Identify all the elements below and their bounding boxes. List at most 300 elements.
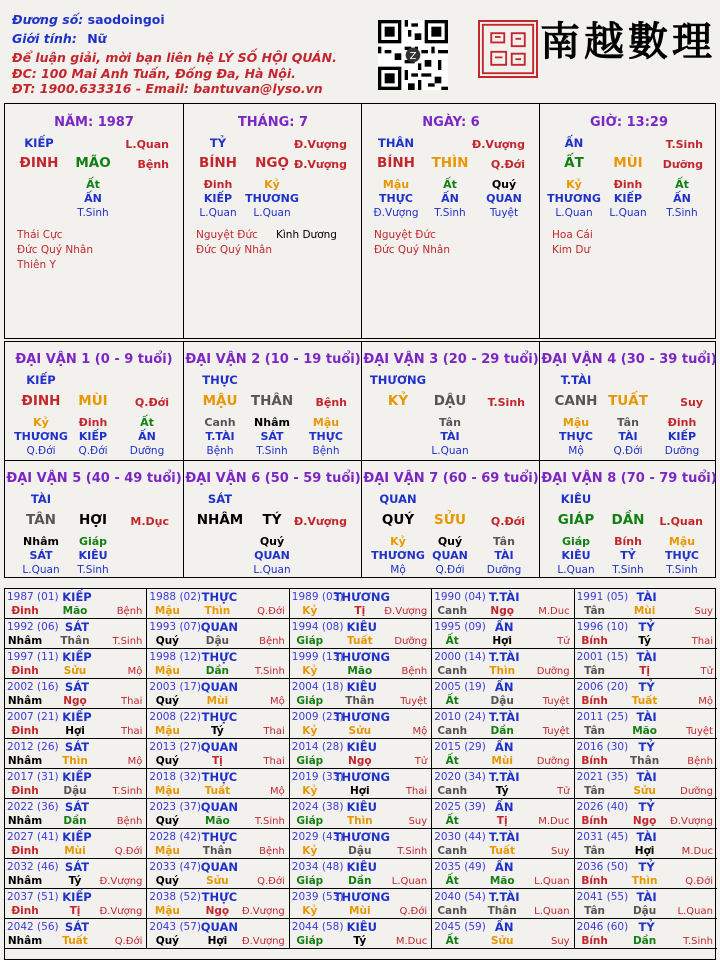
annual-god: KIẾP [62,650,92,664]
annual-year: 2020 (34) [434,771,486,783]
annual-year: 2026 (40) [576,801,629,813]
annual-branch: Mão [632,725,657,737]
annual-state: L.Quan [534,876,570,887]
annual-cell [290,769,432,799]
annual-year: 2029 (43) [291,831,344,843]
luck-branch: TÝ [262,512,282,528]
luck-state: Suy [680,396,703,409]
annual-stem: Đinh [11,665,39,677]
annual-cell [432,859,574,889]
special-star: Đức Quý Nhân [17,244,93,256]
annual-cell [290,649,432,679]
annual-god: T.TÀI [488,590,520,604]
annual-year: 2025 (39) [434,801,486,813]
special-star: Kim Dư [552,244,591,256]
hidden-state: T.Sinh [77,564,109,576]
hidden-god: TÀI [440,430,460,443]
annual-year: 1993 (07) [149,621,202,633]
annual-cell [5,709,147,739]
annual-cell [575,919,717,949]
annual-state: Bệnh [116,816,143,827]
luck-pillar-3 [361,342,539,460]
annual-stem: Giáp [296,935,324,947]
annual-state: M.Duc [395,936,428,947]
annual-stem: Quý [155,635,180,647]
hidden-god: KIÊU [561,549,591,562]
hidden-state: L.Quan [609,207,647,219]
phone-email-line: ĐT: 1900.633316 - Email: bantuvan@lyso.vn [12,81,323,96]
annual-god: KIẾP [62,890,92,904]
annual-stem: Quý [155,755,180,767]
annual-state: Dưỡng [680,786,713,797]
annual-year: 1989 (03) [291,591,344,603]
annual-stem: Tân [584,785,606,797]
luck-stem: QUÝ [381,512,415,528]
annual-state: T.Sinh [112,786,143,797]
annual-god: QUAN [200,620,239,634]
hidden-state: Đ.Vượng [373,207,419,219]
annual-branch: Mùi [633,605,656,617]
annual-branch: Hợi [349,785,370,797]
annual-cell [575,679,717,709]
annual-branch: Thìn [204,605,231,617]
luck-row-1 [5,342,715,460]
luck-stem: GIÁP [557,512,595,528]
pillar-god: THÂN [378,136,414,150]
annual-branch: Tị [496,815,508,827]
annual-stem: Mậu [154,665,180,677]
annual-cell [432,889,574,919]
pillar-top-state: Đ.Vượng [293,138,347,151]
annual-cell [5,889,147,919]
annual-year: 1987 (01) [7,591,59,603]
annual-cell [575,859,717,889]
annual-stem: Ất [445,635,459,647]
special-star: Kình Dương [276,229,337,241]
annual-god: THỰC [201,890,238,904]
hidden-state: T.Sinh [77,207,109,219]
annual-stem: Nhâm [7,935,43,947]
annual-branch: Dần [490,725,514,737]
annual-god: QUAN [200,920,239,934]
hidden-stem: Mậu [382,178,410,191]
hidden-god: ẤN [673,192,691,205]
annual-year: 2010 (24) [434,711,486,723]
annual-stem: Mậu [154,845,180,857]
annual-year: 2033 (47) [149,861,202,873]
annual-branch: Thìn [62,755,88,767]
luck-title: ĐẠI VẬN 2 (10 - 19 tuổi) [185,352,361,367]
pillar-stem: ẤT [564,155,584,171]
annual-branch: Tuất [347,635,373,647]
annual-state: M.Duc [538,816,570,827]
annual-cell [290,679,432,709]
annual-branch: Dậu [63,785,87,797]
annual-cell [432,619,574,649]
annual-state: T.Sinh [254,816,285,827]
annual-cell [5,829,147,859]
pillar-top-state: T.Sinh [665,138,703,151]
annual-year: 2031 (45) [576,831,629,843]
hidden-stem: Tân [617,416,639,429]
annual-cell [432,739,574,769]
special-star: Đức Quý Nhân [374,244,450,256]
annual-stem: Bính [581,695,608,707]
annual-stem: Mậu [154,725,180,737]
annual-god: SÁT [64,680,90,694]
annual-stem: Quý [155,815,180,827]
annual-stem: Mậu [154,905,180,917]
annual-year: 2024 (38) [291,801,344,813]
pillar-3 [361,104,539,338]
annual-cell [5,589,147,619]
annual-cell [147,589,289,619]
annual-year: 2040 (54) [434,891,486,903]
annual-state: Dưỡng [536,666,570,677]
annual-god: T.TÀI [488,650,520,664]
annual-cell [432,709,574,739]
luck-stem: KỶ [387,393,409,409]
annual-cell [147,919,289,949]
annual-branch: Mùi [206,695,229,707]
hidden-god: SÁT [29,549,53,562]
hidden-stem: Canh [204,416,236,429]
annual-year: 2039 (53) [291,891,344,903]
annual-state: Suy [408,816,428,827]
annual-stem: Đinh [11,605,39,617]
luck-state: Q.Đới [134,396,169,409]
annual-stem: Ất [445,815,459,827]
annual-stem: Tân [584,725,606,737]
annual-state: Thai [263,726,285,737]
pillar-branch: MÃO [75,155,111,171]
annual-state: L.Quan [677,906,713,917]
annual-branch: Tị [212,755,223,767]
annual-stem: Ất [445,875,459,887]
annual-year: 2011 (25) [576,711,629,723]
annual-cell [432,769,574,799]
annual-branch: Ngọ [205,905,230,917]
luck-god: SÁT [207,492,233,506]
annual-state: Đ.Vượng [670,816,713,827]
pillar-god: KIẾP [24,136,54,150]
annual-year: 2003 (17) [149,681,202,693]
annual-god: KIÊU [346,620,377,634]
hidden-stem: Ất [140,416,154,429]
hidden-god: THỰC [665,549,699,562]
hidden-god: T.TÀI [205,430,235,443]
annual-stem: Giáp [296,815,324,827]
annual-stem: Giáp [296,875,324,887]
hidden-state: Dưỡng [664,445,700,457]
gender-line [12,31,107,46]
luck-god: QUAN [379,492,417,506]
annual-stem: Đinh [11,845,39,857]
annual-year: 1998 (12) [149,651,202,663]
pillar-top-state: L.Quan [125,138,169,151]
annual-god: ẤN [494,620,514,634]
hidden-state: Q.Đới [26,445,56,457]
hidden-god: ẤN [84,192,102,205]
luck-branch: MÙI [78,393,108,409]
annual-branch: Hợi [634,845,655,857]
luck-branch: SỬU [434,512,466,528]
hidden-god: KIẾP [78,430,108,443]
annual-god: TỶ [638,860,655,874]
annual-branch: Sửu [490,935,514,947]
annual-stem: Đinh [11,725,39,737]
hidden-god: TÀI [618,430,638,443]
annual-state: Đ.Vượng [384,606,428,617]
annual-cell [147,739,289,769]
annual-year: 1995 (09) [434,621,486,633]
annual-stem: Kỷ [302,605,318,617]
hidden-god: KIẾP [613,192,643,205]
annual-year: 2012 (26) [7,741,59,753]
annual-cell [5,769,147,799]
luck-state: T.Sinh [487,396,525,409]
annual-cell [290,799,432,829]
annual-branch: Sửu [348,725,372,737]
hidden-god: THỰC [309,430,343,443]
annual-year: 2022 (36) [7,801,59,813]
annual-year: 2044 (58) [291,921,344,933]
hidden-god: THƯƠNG [547,192,601,205]
hidden-god: TỶ [620,549,636,562]
annual-god: THỰC [201,650,238,664]
annual-god: SÁT [64,800,90,814]
annual-year: 2009 (23) [291,711,344,723]
annual-branch: Ngọ [490,605,514,617]
luck-pillar-7 [361,461,539,578]
annual-year: 2041 (55) [576,891,629,903]
luck-title: ĐẠI VẬN 5 (40 - 49 tuổi) [6,471,182,486]
annual-stem: Tân [584,905,606,917]
annual-god: ẤN [494,740,514,754]
annual-stem: Kỷ [302,785,318,797]
annual-god: ẤN [494,920,514,934]
annual-cell [147,859,289,889]
annual-cell [575,889,717,919]
luck-god: THƯƠNG [369,373,427,387]
annual-cell [432,919,574,949]
annual-state: M.Duc [538,606,570,617]
annual-branch: Dậu [348,845,372,857]
annual-cell [290,709,432,739]
hidden-state: Q.Đới [613,445,643,457]
hidden-stem: Mậu [312,416,340,429]
annual-cell [147,649,289,679]
annual-stem: Bính [581,635,608,647]
annual-year: 1990 (04) [434,591,486,603]
annual-branch: Ngọ [632,815,657,827]
annual-cell [290,829,432,859]
annual-god: THƯƠNG [333,650,390,664]
pillar-state: Bệnh [137,158,169,171]
hidden-state: T.Sinh [666,207,698,219]
annual-stem: Tân [584,605,606,617]
annual-branch: Ngọ [63,695,87,707]
hidden-state: T.Sinh [434,207,466,219]
annual-year: 2007 (21) [7,711,59,723]
annual-cell [575,589,717,619]
annual-god: TỶ [638,800,655,814]
annual-god: T.TÀI [488,710,520,724]
address-line: ĐC: 100 Mai Anh Tuấn, Đống Đa, Hà Nội. [12,66,296,81]
annual-state: Q.Đới [399,906,428,917]
luck-stem: ĐINH [21,393,61,409]
annual-state: Đ.Vượng [99,876,143,887]
annual-god: TỶ [638,740,655,754]
annual-god: SÁT [64,860,90,874]
hidden-state: L.Quan [253,207,291,219]
annual-branch: Dậu [490,695,514,707]
hidden-stem: Đinh [203,178,233,191]
hidden-god: THƯƠNG [371,549,425,562]
annual-year: 2032 (46) [7,861,59,873]
luck-god: THỰC [202,373,238,387]
pillar-stem: BÍNH [199,155,237,171]
hidden-god: QUAN [432,549,468,562]
annual-stem: Đinh [11,905,39,917]
annual-branch: Dậu [632,905,657,917]
luck-branch: TUẤT [608,393,648,409]
annual-stem: Nhâm [7,635,43,647]
annual-god: THƯƠNG [333,710,390,724]
annual-god: TỶ [638,620,655,634]
annual-stem: Kỷ [302,725,318,737]
annual-state: Bệnh [687,756,713,767]
luck-state: M.Dục [130,515,169,528]
annual-branch: Tý [495,785,509,797]
annual-cell [290,739,432,769]
annual-branch: Tuất [631,695,658,707]
annual-state: Tuyệt [542,726,570,737]
annual-god: SÁT [64,740,90,754]
annual-state: Tuyệt [400,696,428,707]
annual-branch: Hợi [492,635,512,647]
qr-code-icon [378,20,448,90]
hidden-stem: Quý [491,178,517,191]
hidden-state: L.Quan [557,564,595,576]
annual-year: 2038 (52) [149,891,202,903]
hidden-state: T.Sinh [666,564,698,576]
annual-state: Thai [121,696,143,707]
annual-branch: Dậu [205,635,230,647]
annual-cell [5,799,147,829]
annual-state: L.Quan [391,876,428,887]
annual-god: T.TÀI [488,890,520,904]
annual-state: T.Sinh [254,666,285,677]
annual-cell [575,799,717,829]
pillar-god: ẤN [564,136,584,150]
hidden-god: QUAN [486,192,522,205]
annual-god: KIÊU [346,920,377,934]
annual-state: Mộ [127,756,143,767]
annual-state: Q.Đới [114,846,143,857]
annual-branch: Mão [205,815,230,827]
luck-stem: TÂN [26,512,56,528]
annual-god: TỶ [638,680,655,694]
annual-god: KIẾP [62,770,92,784]
annual-state: Bệnh [401,666,428,677]
hidden-state: T.Sinh [256,445,288,457]
annual-branch: Thân [202,845,232,857]
hidden-stem: Ất [86,178,100,191]
hidden-god: THƯƠNG [14,430,68,443]
luck-title: ĐẠI VẬN 6 (50 - 59 tuổi) [185,471,361,486]
annual-god: QUAN [200,680,239,694]
hidden-stem: Tân [493,535,515,548]
pillar-god: TỶ [209,136,227,150]
hidden-stem: Nhâm [254,416,290,429]
luck-title: ĐẠI VẬN 1 (0 - 9 tuổi) [15,352,173,367]
annual-cell [5,619,147,649]
annual-stem: Canh [437,905,468,917]
special-star: Nguyệt Đức [374,229,436,241]
annual-state: T.Sinh [112,636,143,647]
hidden-stem: Ất [443,178,457,191]
annual-stem: Quý [155,695,180,707]
annual-branch: Thân [487,905,517,917]
annual-stem: Canh [437,605,468,617]
annual-state: Thai [405,786,428,797]
annual-state: Bệnh [259,636,285,647]
annual-branch: Mùi [349,905,371,917]
pillar-branch: MÙI [613,155,643,171]
hidden-stem: Kỷ [566,178,582,191]
annual-stem: Quý [155,935,180,947]
annual-year: 1988 (02) [149,591,202,603]
annual-year: 1992 (06) [7,621,59,633]
annual-state: T.Sinh [397,846,428,857]
hidden-state: Q.Đới [78,445,108,457]
annual-year: 2045 (59) [434,921,486,933]
hidden-god: TÀI [494,549,514,562]
annual-year: 2023 (37) [149,801,202,813]
luck-stem: CANH [554,393,598,409]
hidden-state: Q.Đới [435,564,465,576]
annual-cell [575,709,717,739]
annual-branch: Sửu [633,785,656,797]
luck-god: KIẾP [26,373,56,387]
hidden-god: QUAN [254,549,290,562]
annual-stem: Canh [437,725,468,737]
annual-cell [5,649,147,679]
annual-stem: Tân [584,845,606,857]
annual-god: QUAN [200,800,239,814]
annual-state: Suy [550,846,570,857]
annual-god: KIÊU [346,800,377,814]
hidden-god: ẤN [138,430,156,443]
hidden-god: SÁT [260,430,284,443]
annual-year: 2034 (48) [291,861,344,873]
hidden-state: Bệnh [206,445,234,457]
annual-branch: Dần [63,815,87,827]
annual-god: QUAN [200,860,239,874]
annual-cell [432,589,574,619]
annual-cell [575,769,717,799]
hidden-stem: Kỷ [33,416,49,429]
annual-stem: Giáp [296,695,324,707]
annual-state: Thai [121,726,143,737]
annual-year: 2028 (42) [149,831,202,843]
hidden-stem: Đinh [667,416,697,429]
annual-year: 2004 (18) [291,681,344,693]
hidden-stem: Nhâm [23,535,59,548]
luck-pillar-1 [5,342,183,460]
gender-label: Giới tính: [12,31,77,46]
